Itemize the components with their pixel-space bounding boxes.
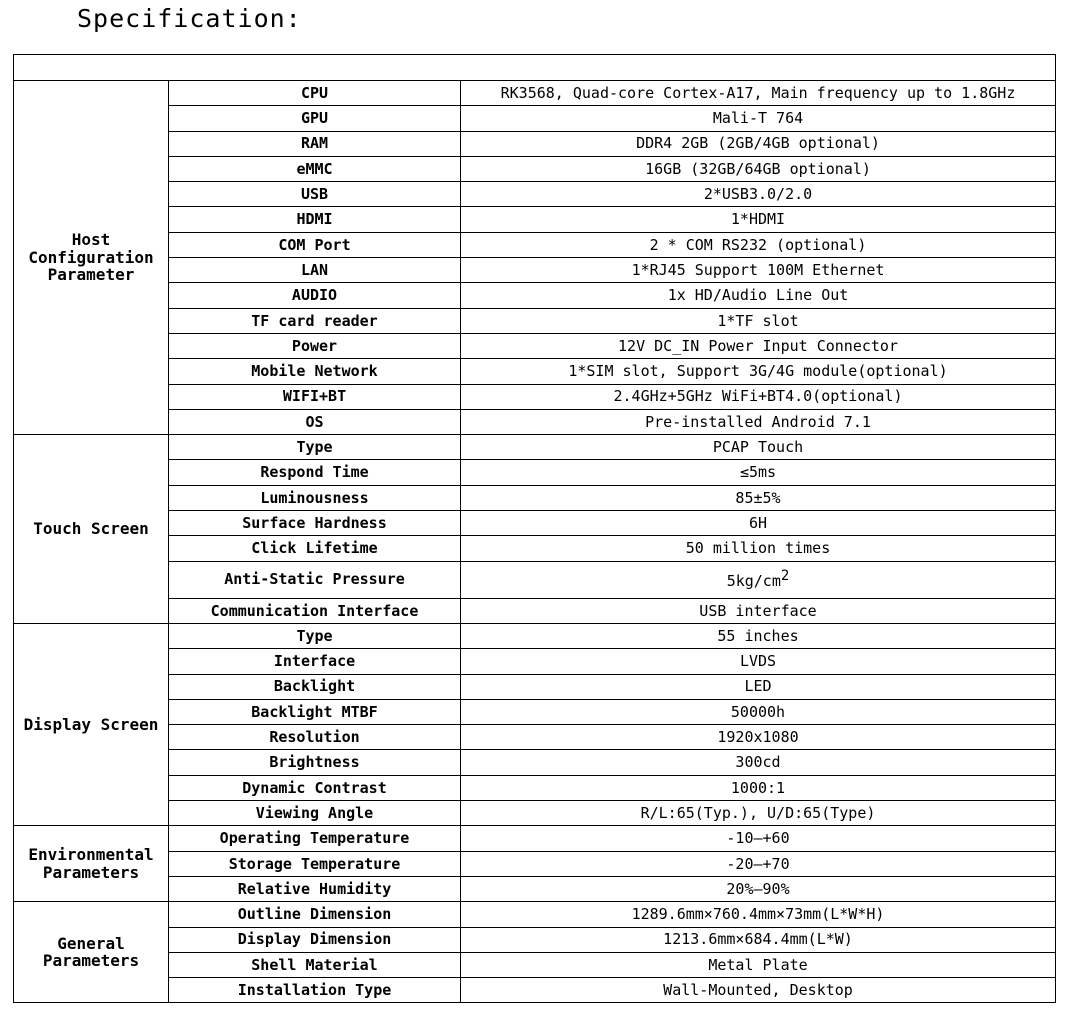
param-value	[461, 333, 1056, 358]
param-value	[461, 978, 1056, 1003]
param-value	[461, 409, 1056, 434]
param-value	[461, 725, 1056, 750]
param-value	[461, 674, 1056, 699]
table-header	[14, 55, 1056, 81]
value-text: PCAP Touch	[712, 438, 804, 457]
param-name: Click Lifetime	[169, 536, 461, 561]
table-row	[14, 598, 1056, 623]
value-text: 300cd	[735, 753, 781, 772]
value-text: 50000h	[730, 702, 786, 721]
table-row	[14, 435, 1056, 460]
table-row	[14, 561, 1056, 598]
value-text: 1*RJ45 Support 100M Ethernet	[631, 260, 885, 279]
table-row	[14, 750, 1056, 775]
param-name: Power	[169, 333, 461, 358]
param-name: Anti-Static Pressure	[169, 561, 461, 598]
param-name: AUDIO	[169, 283, 461, 308]
table-row	[14, 283, 1056, 308]
value-text: 2.4GHz+5GHz WiFi+BT4.0(optional)	[613, 387, 903, 406]
table-row	[14, 826, 1056, 851]
param-value	[461, 81, 1056, 106]
param-name: Resolution	[169, 725, 461, 750]
param-value	[461, 536, 1056, 561]
table-row	[14, 725, 1056, 750]
param-name: HDMI	[169, 207, 461, 232]
value-text: Wall-Mounted, Desktop	[663, 980, 853, 999]
param-value	[461, 511, 1056, 536]
param-value	[461, 384, 1056, 409]
param-value	[461, 131, 1056, 156]
param-value	[461, 460, 1056, 485]
table-row	[14, 536, 1056, 561]
value-text: 55 inches	[717, 626, 799, 645]
table-row	[14, 409, 1056, 434]
param-name: Brightness	[169, 750, 461, 775]
param-name: Communication Interface	[169, 598, 461, 623]
param-value	[461, 258, 1056, 283]
group-label: Touch Screen	[14, 435, 169, 624]
param-name: Mobile Network	[169, 359, 461, 384]
param-value	[461, 649, 1056, 674]
value-text: USB interface	[699, 601, 817, 620]
param-name: Storage Temperature	[169, 851, 461, 876]
table-row	[14, 511, 1056, 536]
superscript: 2	[780, 568, 790, 585]
param-name: OS	[169, 409, 461, 434]
value-text: Mali-T 764	[712, 109, 804, 128]
param-name: GPU	[169, 106, 461, 131]
group-label: Host Configuration Parameter	[14, 81, 169, 435]
table-row	[14, 927, 1056, 952]
table-row	[14, 876, 1056, 901]
value-text: 1289.6mm×760.4mm×73mm(L*W*H)	[631, 905, 885, 924]
table-row	[14, 333, 1056, 358]
table-row	[14, 902, 1056, 927]
param-name: TF card reader	[169, 308, 461, 333]
param-value	[461, 485, 1056, 510]
param-name: Dynamic Contrast	[169, 775, 461, 800]
param-name: eMMC	[169, 156, 461, 181]
value-text: 12V DC_IN Power Input Connector	[618, 336, 898, 355]
table-row	[14, 106, 1056, 131]
param-value	[461, 902, 1056, 927]
param-value	[461, 927, 1056, 952]
param-name: Shell Material	[169, 952, 461, 977]
group-label: Display Screen	[14, 623, 169, 825]
value-text: Pre-installed Android 7.1	[645, 412, 871, 431]
value-text: ≤5ms	[739, 463, 777, 482]
param-name: Outline Dimension	[169, 902, 461, 927]
param-name: Respond Time	[169, 460, 461, 485]
table-row	[14, 801, 1056, 826]
value-text: DDR4 2GB (2GB/4GB optional)	[636, 134, 880, 153]
param-value	[461, 561, 1056, 598]
param-name: Operating Temperature	[169, 826, 461, 851]
param-name: RAM	[169, 131, 461, 156]
param-value	[461, 106, 1056, 131]
param-value	[461, 232, 1056, 257]
value-text: 50 million times	[685, 539, 831, 558]
param-name: Type	[169, 435, 461, 460]
param-name: WIFI+BT	[169, 384, 461, 409]
group-label: General Parameters	[14, 902, 169, 1003]
param-value	[461, 156, 1056, 181]
value-text: 1213.6mm×684.4mm(L*W)	[663, 930, 853, 949]
param-name: Relative Humidity	[169, 876, 461, 901]
page-title: Specification:	[77, 4, 302, 33]
param-value	[461, 182, 1056, 207]
value-text: LVDS	[739, 652, 777, 671]
param-value	[461, 775, 1056, 800]
table-row	[14, 156, 1056, 181]
param-name: Installation Type	[169, 978, 461, 1003]
param-value	[461, 435, 1056, 460]
table-row	[14, 699, 1056, 724]
param-value	[461, 801, 1056, 826]
param-name: Backlight	[169, 674, 461, 699]
param-name: Display Dimension	[169, 927, 461, 952]
value-text: LED	[744, 677, 772, 696]
param-value	[461, 308, 1056, 333]
value-text: 85±5%	[735, 488, 781, 507]
value-text: RK3568, Quad-core Cortex-A17, Main frequency up to 1.8GHz	[500, 83, 1016, 102]
table-row	[14, 649, 1056, 674]
group-label: Environmental Parameters	[14, 826, 169, 902]
param-value	[461, 598, 1056, 623]
table-row	[14, 359, 1056, 384]
param-value	[461, 359, 1056, 384]
table-row	[14, 460, 1056, 485]
param-name: Luminousness	[169, 485, 461, 510]
param-name: Interface	[169, 649, 461, 674]
value-text: -10—+60	[726, 829, 790, 848]
param-name: CPU	[169, 81, 461, 106]
value-text: 16GB (32GB/64GB optional)	[645, 159, 871, 178]
table-row	[14, 485, 1056, 510]
param-value	[461, 623, 1056, 648]
param-value	[461, 876, 1056, 901]
table-header-row	[14, 55, 1056, 81]
value-text: 5kg/cm	[726, 572, 781, 591]
value-text: -20—+70	[726, 854, 790, 873]
value-text: 2 * COM RS232 (optional)	[649, 235, 867, 254]
param-value	[461, 952, 1056, 977]
table-row	[14, 207, 1056, 232]
param-value	[461, 283, 1056, 308]
value-text: 2*USB3.0/2.0	[703, 185, 813, 204]
value-text: 20%—90%	[726, 879, 790, 898]
param-value	[461, 750, 1056, 775]
table-row	[14, 851, 1056, 876]
spec-table	[13, 54, 1056, 1003]
table-row	[14, 978, 1056, 1003]
param-name: Viewing Angle	[169, 801, 461, 826]
value-text: Metal Plate	[708, 955, 808, 974]
param-name: Backlight MTBF	[169, 699, 461, 724]
param-value	[461, 826, 1056, 851]
param-value	[461, 699, 1056, 724]
value-text: 1*TF slot	[717, 311, 799, 330]
table-row	[14, 775, 1056, 800]
param-name: LAN	[169, 258, 461, 283]
value-text: 1000:1	[730, 778, 786, 797]
param-value	[461, 207, 1056, 232]
value-text: 6H	[748, 513, 768, 532]
table-row	[14, 131, 1056, 156]
param-value	[461, 851, 1056, 876]
table-row	[14, 232, 1056, 257]
value-text: R/L:65(Typ.), U/D:65(Type)	[640, 803, 876, 822]
param-name: Surface Hardness	[169, 511, 461, 536]
param-name: COM Port	[169, 232, 461, 257]
value-text: 1*HDMI	[730, 210, 786, 229]
table-row	[14, 308, 1056, 333]
table-row	[14, 258, 1056, 283]
param-name: USB	[169, 182, 461, 207]
value-text: 1x HD/Audio Line Out	[667, 286, 849, 305]
value-text: 1920x1080	[717, 728, 799, 747]
table-row	[14, 674, 1056, 699]
param-name: Type	[169, 623, 461, 648]
value-text: 1*SIM slot, Support 3G/4G module(optional)	[568, 362, 948, 381]
table-row	[14, 384, 1056, 409]
table-row	[14, 623, 1056, 648]
table-row	[14, 81, 1056, 106]
table-row	[14, 182, 1056, 207]
table-row	[14, 952, 1056, 977]
